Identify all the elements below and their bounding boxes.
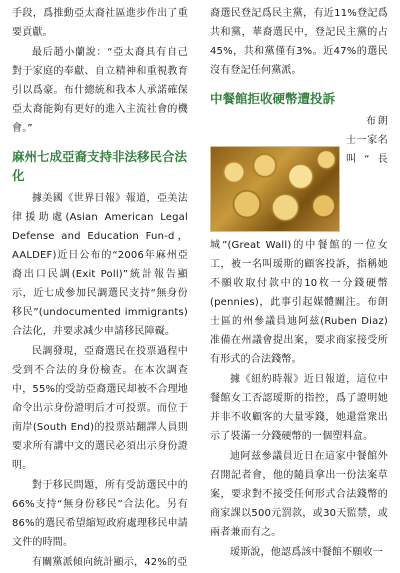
paragraph: 據《紐約時報》近日報道，這位中餐館女工否認瑷斯的指控，爲了證明她并非不收顧客的大量零錢，她還當衆出示了裝滿一分錢硬幣的一個塑料盒。 xyxy=(210,374,388,442)
paragraph: 布朗士一家名叫“長城”(Great Wall)的中餐館的一位女工，被一名叫瑷斯的顧客投訴，指稱她不願收取付款中的10枚一分錢硬幣(pennies)，此事引起媒體關注。布朗士區的州參議員迪阿兹(Ruben Diaz)准備在州議會提出案，要求商家接受所有形式的合法錢幣。 xyxy=(210,116,388,365)
right-column xyxy=(210,4,388,563)
paragraph: 有關黨派傾向統計顯示，42%的亞 xyxy=(32,557,188,568)
article-heading: 麻州七成亞裔支持非法移民合法化 xyxy=(12,149,188,183)
paragraph: 瑷斯說，他認爲該中餐館不願收一 xyxy=(230,547,383,558)
photo-block xyxy=(210,112,388,369)
paragraph: 民調發現，亞裔選民在投票過程中受到不合法的身份檢查。在本次調查中，55%的受訪亞裔選民却被不合理地命令出示身份證明后才可投票。而位于南岸(South End)的投票站翻譯人員則要求所有講中文的選民必須出示身份證明。 xyxy=(12,346,188,471)
paragraph: 迪阿兹參議員近日在這家中餐館外召開記者會，他的隨員拿出一份法案草案，要求對不接受任何形式合法錢幣的商家課以500元罰款，或30天監禁，或兩者兼而有之。 xyxy=(210,451,388,538)
article-heading: 中餐館拒收硬幣遭投訴 xyxy=(210,91,336,106)
paragraph: 手段，爲推動亞太裔社區進步作出了重要貢獻。 xyxy=(12,8,188,38)
paragraph: 裔選民登記爲民主黨，有近11%登記爲共和黨，華裔選民中，登記民主黨的占45%，共和黨僅有3%。近47%的選民沒有登記任何黨派。 xyxy=(210,8,388,76)
paragraph: 對于移民問題，所有受訪選民中的66%支持“無身份移民”合法化。另有86%的選民希望縮短政府處理移民申請文件的時間。 xyxy=(12,480,188,548)
coins-photo xyxy=(210,146,340,232)
paragraph: 據美國《世界日報》報道，亞美法律援助處(Asian American Legal Defense and Education Fun-d，AALDEF)近日公布的“2006年麻州亞裔出口民調(Exit Poll)”統計報告顯示，近七成參加民調選民支持“無身份移民”(undocumented immigrants)合法化，并要求减少申請移民障礙。 xyxy=(12,193,188,337)
left-column xyxy=(12,4,188,573)
paragraph: 最后趙小蘭說：“亞太裔具有自己對于家庭的奉獻、自立精神和重視教育引以爲豪。布什總統和我本人承諾確保亞太裔能夠有更好的進入主流社會的機會。” xyxy=(12,47,188,134)
